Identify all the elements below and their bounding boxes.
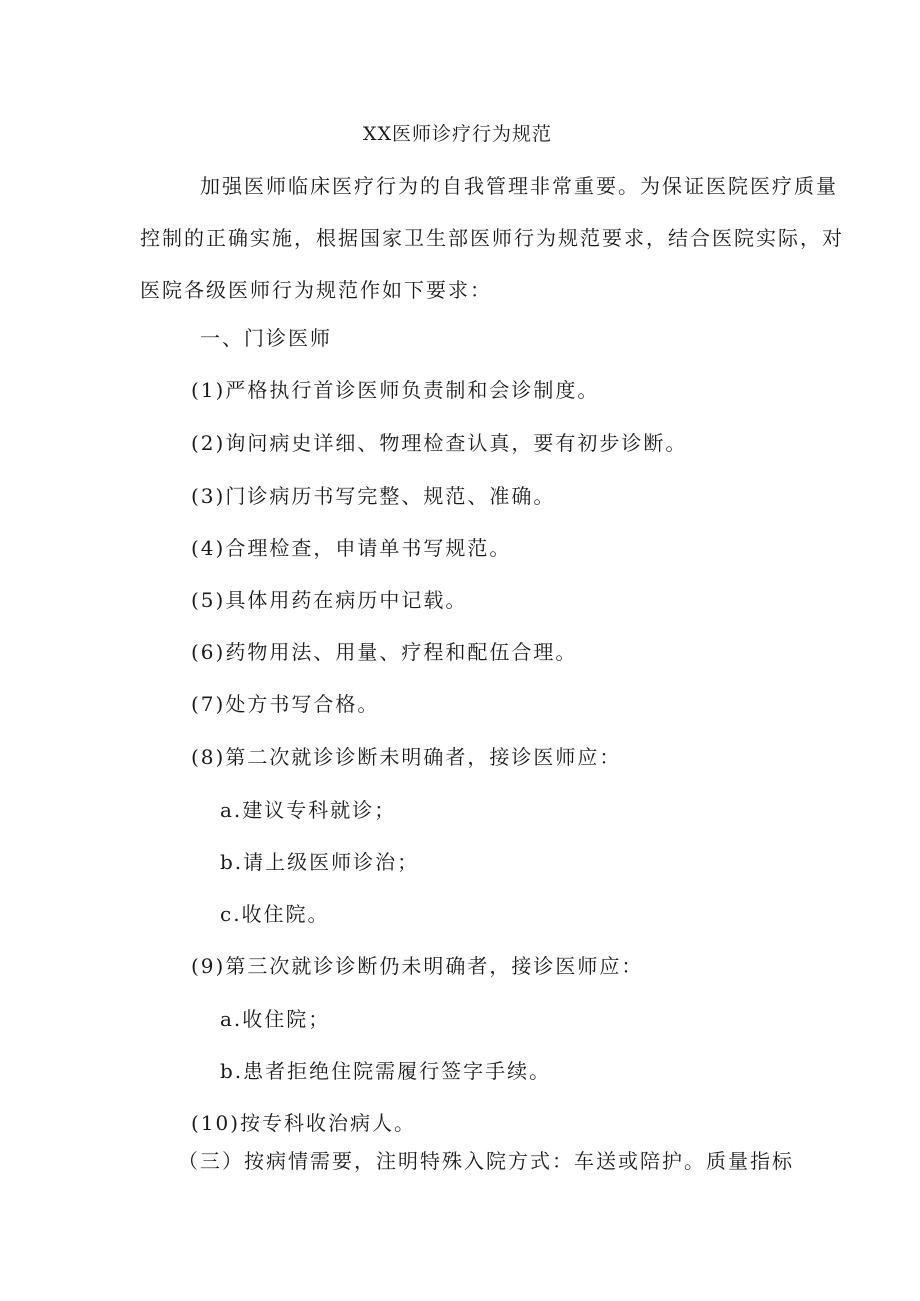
list-item: (9)第三次就诊诊断仍未明确者，接诊医师应： [191, 954, 644, 978]
document-title: XX医师诊疗行为规范 [363, 123, 553, 145]
list-item: (6)药物用法、用量、疗程和配伍合理。 [191, 640, 578, 664]
intro-line: 加强医师临床医疗行为的自我管理非常重要。为保证医院医疗质量 [200, 174, 838, 198]
list-item: (5)具体用药在病历中记载。 [191, 588, 468, 612]
sub-list-item: b.请上级医师诊治； [220, 850, 420, 874]
list-item: (1)严格执行首诊医师负责制和会诊制度。 [191, 378, 600, 402]
intro-line: 医院各级医师行为规范作如下要求： [140, 278, 492, 302]
list-item: (2)询问病史详细、物理检查认真，要有初步诊断。 [191, 431, 688, 455]
sub-list-item: a.建议专科就诊； [220, 798, 397, 822]
list-item: (10)按专科收治病人。 [191, 1111, 417, 1135]
sub-list-item: b.患者拒绝住院需履行签字手续。 [220, 1059, 552, 1083]
list-item: (3)门诊病历书写完整、规范、准确。 [191, 484, 556, 508]
list-item: (8)第二次就诊诊断未明确者，接诊医师应： [191, 745, 622, 769]
section-heading: 一、门诊医师 [200, 326, 332, 350]
sub-list-item: c.收住院。 [220, 902, 330, 926]
trailing-line: （三）按病情需要，注明特殊入院方式：车送或陪护。质量指标 [178, 1149, 794, 1173]
sub-list-item: a.收住院； [220, 1007, 331, 1031]
intro-line: 控制的正确实施，根据国家卫生部医师行为规范要求，结合医院实际，对 [140, 226, 844, 250]
list-item: (7)处方书写合格。 [191, 692, 380, 716]
list-item: (4)合理检查，申请单书写规范。 [191, 536, 512, 560]
